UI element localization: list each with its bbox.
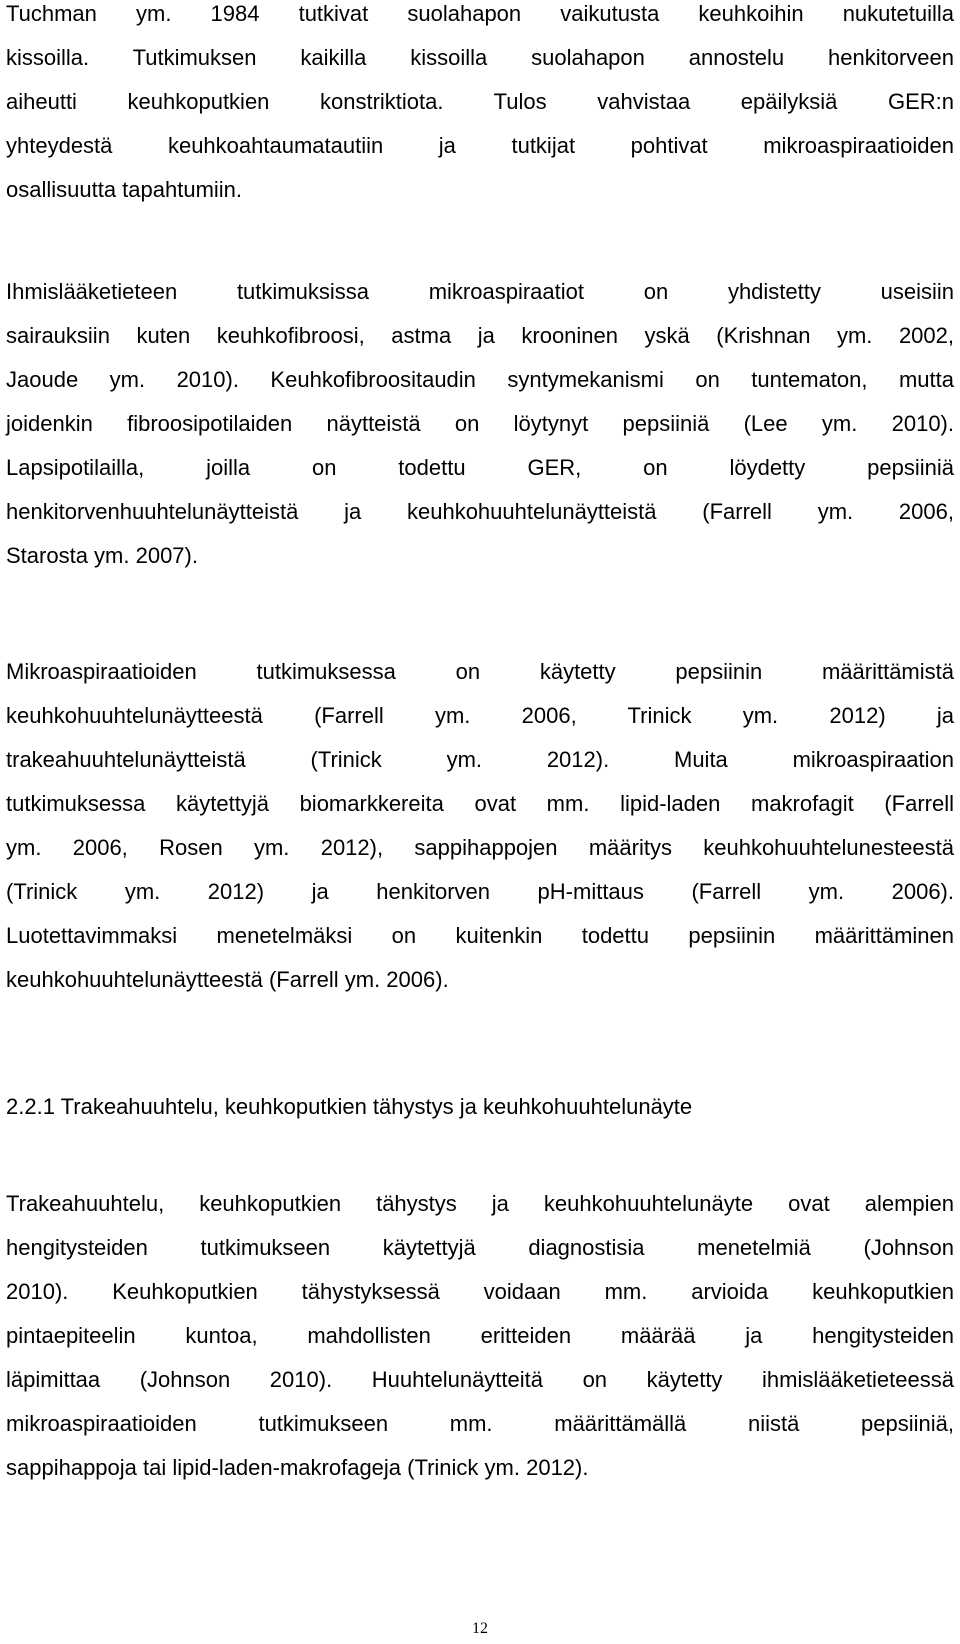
text-line: kissoilla. Tutkimuksen kaikilla kissoilla suolahapon annostelu henkitorveen [6,45,954,70]
text-line: Starosta ym. 2007). [6,543,198,568]
text-line: Mikroaspiraatioiden tutkimuksessa on käytetty pepsiinin määrittämistä [6,659,954,684]
paragraph-microaspiration-research [6,650,954,1002]
text-line: Ihmislääketieteen tutkimuksissa mikroaspiraatiot on yhdistetty useisiin [6,279,954,304]
text-line: trakeahuuhtelunäytteistä (Trinick ym. 2012). Muita mikroaspiraation [6,747,954,772]
text-line: keuhkohuuhtelunäytteestä (Farrell ym. 2006). [6,967,449,992]
text-line: hengitysteiden tutkimukseen käytettyjä diagnostisia menetelmiä (Johnson [6,1235,954,1260]
text-line: aiheutti keuhkoputkien konstriktiota. Tulos vahvistaa epäilyksiä GER:n [6,89,954,114]
text-line: Tuchman ym. 1984 tutkivat suolahapon vaikutusta keuhkoihin nukutetuilla [6,1,954,26]
text-line: joidenkin fibroosipotilaiden näytteistä on löytynyt pepsiiniä (Lee ym. 2010). [6,411,954,436]
section-heading: 2.2.1 Trakeahuuhtelu, keuhkoputkien tähystys ja keuhkohuuhtelunäyte [6,1094,693,1119]
text-line: läpimittaa (Johnson 2010). Huuhtelunäytteitä on käytetty ihmislääketieteessä [6,1367,954,1392]
text-line: Luotettavimmaksi menetelmäksi on kuitenkin todettu pepsiinin määrittäminen [6,923,954,948]
text-line: mikroaspiraatioiden tutkimukseen mm. määrittämällä niistä pepsiiniä, [6,1411,954,1436]
text-line: ym. 2006, Rosen ym. 2012), sappihappojen määritys keuhkohuuhtelunesteestä [6,835,954,860]
text-line: sappihappoja tai lipid-laden-makrofageja (Trinick ym. 2012). [6,1455,589,1480]
text-line: (Trinick ym. 2012) ja henkitorven pH-mittaus (Farrell ym. 2006). [6,879,954,904]
text-line: keuhkohuuhtelunäytteestä (Farrell ym. 2006, Trinick ym. 2012) ja [6,703,954,728]
paragraph-tuchman-study [6,0,954,212]
page-number: 12 [472,1620,488,1637]
text-line: yhteydestä keuhkoahtaumatautiin ja tutkijat pohtivat mikroaspiraatioiden [6,133,954,158]
text-line: tutkimuksessa käytettyjä biomarkkereita ovat mm. lipid-laden makrofagit (Farrell [6,791,954,816]
text-line: sairauksiin kuten keuhkofibroosi, astma ja krooninen yskä (Krishnan ym. 2002, [6,323,954,348]
text-line: osallisuutta tapahtumiin. [6,177,243,202]
text-line: henkitorvenhuuhtelunäytteistä ja keuhkohuuhtelunäytteistä (Farrell ym. 2006, [6,499,954,524]
text-line: 2010). Keuhkoputkien tähystyksessä voidaan mm. arvioida keuhkoputkien [6,1279,954,1304]
text-line: pintaepiteelin kuntoa, mahdollisten eritteiden määrää ja hengitysteiden [6,1323,954,1348]
text-line: Trakeahuuhtelu, keuhkoputkien tähystys ja keuhkohuuhtelunäyte ovat alempien [6,1191,954,1216]
text-line: Jaoude ym. 2010). Keuhkofibroositaudin syntymekanismi on tuntematon, mutta [6,367,954,392]
paragraph-lavage-methods [6,1182,954,1490]
paragraph-human-medicine [6,270,954,578]
text-line: Lapsipotilailla, joilla on todettu GER, on löydetty pepsiiniä [6,455,954,480]
